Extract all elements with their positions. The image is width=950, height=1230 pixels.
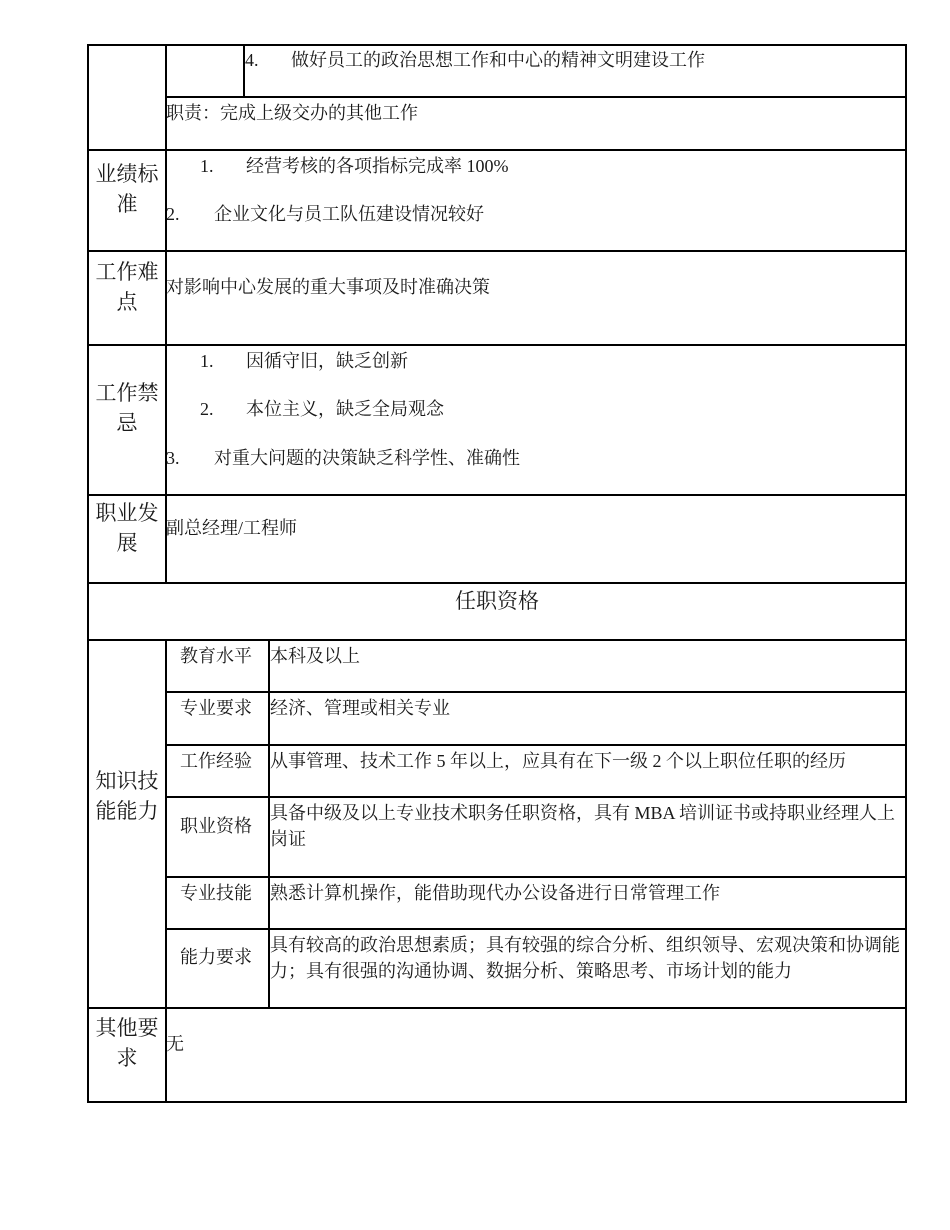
qualification-key: 工作经验: [180, 751, 252, 771]
qualification-key: 职业资格: [180, 816, 252, 836]
qualification-value: 本科及以上: [270, 646, 360, 666]
qualification-key: 专业要求: [180, 698, 252, 718]
qualification-value: 具备中级及以上专业技术职务任职资格，具有 MBA 培训证书或持职业经理人上岗证: [270, 803, 896, 849]
other-label: 其他要求: [95, 1016, 159, 1070]
duty-item-number: 4.: [245, 50, 259, 70]
row-divider: [87, 149, 907, 151]
row-divider: [165, 744, 907, 746]
qualification-value: 具有较高的政治思想素质；具有较强的综合分析、组织领导、宏观决策和协调能力；具有很强的沟通协调、数据分析、策略思考、市场计划的能力: [270, 935, 900, 981]
taboo-label: 工作禁忌: [95, 381, 159, 435]
taboo-item-number: 1.: [200, 351, 214, 371]
table-border-right: [905, 44, 907, 1103]
performance-item-number: 2.: [166, 204, 180, 224]
row-divider: [87, 639, 907, 641]
qualification-value: 从事管理、技术工作 5 年以上，应具有在下一级 2 个以上职位任职的经历: [270, 751, 846, 771]
qualification-key: 能力要求: [180, 947, 252, 967]
qualification-heading: 任职资格: [455, 589, 539, 613]
other-text: 无: [166, 1034, 184, 1054]
career-label: 职业发展: [95, 501, 159, 555]
qualification-label: 知识技能能力: [95, 769, 159, 823]
performance-item-text: 经营考核的各项指标完成率 100%: [246, 156, 509, 176]
taboo-item-3: [166, 445, 520, 471]
taboo-item-text: 对重大问题的决策缺乏科学性、准确性: [214, 448, 520, 468]
row-divider: [87, 494, 907, 496]
qualification-value: 熟悉计算机操作，能借助现代办公设备进行日常管理工作: [270, 883, 720, 903]
taboo-item-text: 本位主义，缺乏全局观念: [246, 399, 444, 419]
performance-item-2: [166, 201, 484, 227]
duty-other: 职责：完成上级交办的其他工作: [166, 103, 418, 123]
qualification-value: 经济、管理或相关专业: [270, 698, 450, 718]
row-divider: [165, 876, 907, 878]
qualification-key: 专业技能: [180, 883, 252, 903]
taboo-item-2: [200, 396, 444, 422]
duty-item-4: [245, 47, 705, 73]
table-border-bottom: [87, 1101, 907, 1103]
row-divider: [87, 250, 907, 252]
row-divider: [165, 796, 907, 798]
difficulty-text: 对影响中心发展的重大事项及时准确决策: [166, 277, 490, 297]
row-divider: [87, 582, 907, 584]
row-divider: [165, 691, 907, 693]
career-text: 副总经理/工程师: [166, 518, 298, 538]
difficulty-label: 工作难点: [95, 260, 159, 314]
performance-item-1: [200, 153, 509, 179]
row-divider: [87, 344, 907, 346]
taboo-item-1: [200, 348, 408, 374]
row-divider: [87, 1007, 907, 1009]
taboo-item-text: 因循守旧，缺乏创新: [246, 351, 408, 371]
table-border-top: [87, 44, 907, 46]
performance-label: 业绩标准: [95, 162, 159, 216]
duty-item-text: 做好员工的政治思想工作和中心的精神文明建设工作: [291, 50, 705, 70]
taboo-item-number: 2.: [200, 399, 214, 419]
taboo-item-number: 3.: [166, 448, 180, 468]
row-divider: [165, 928, 907, 930]
performance-item-number: 1.: [200, 156, 214, 176]
qualification-key: 教育水平: [180, 646, 252, 666]
row-divider: [165, 96, 907, 98]
performance-item-text: 企业文化与员工队伍建设情况较好: [214, 204, 484, 224]
